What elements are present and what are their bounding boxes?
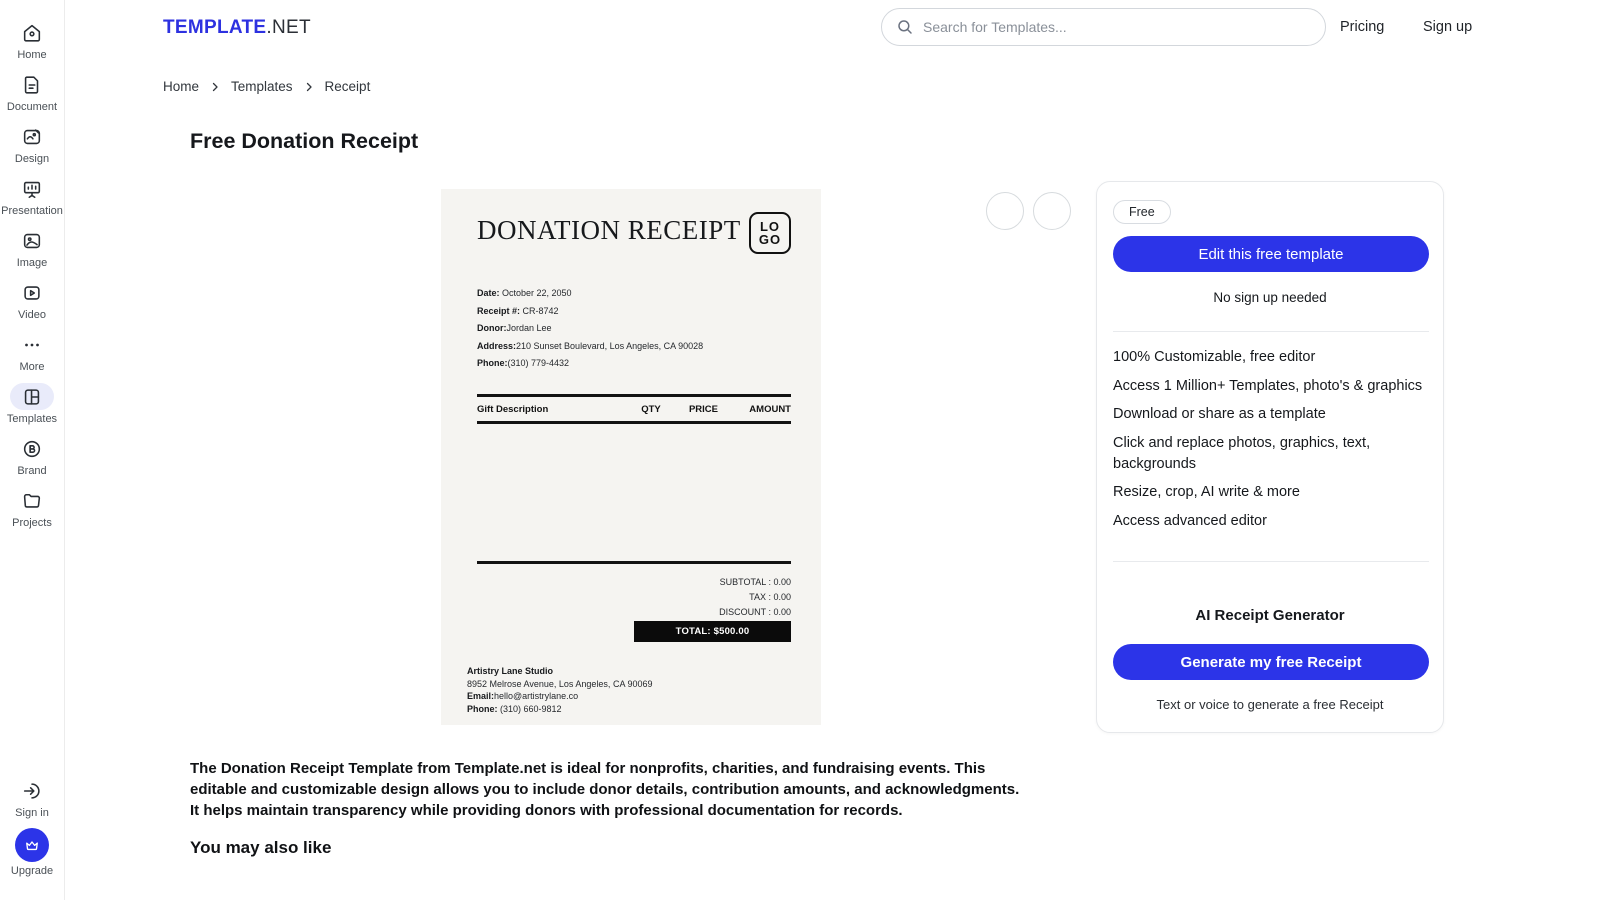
receipt-phone-footer-line: Phone: (310) 660-9812 [467,703,562,714]
receipt-email-line: Email:hello@artistrylane.co [467,691,579,701]
template-actions-card [1096,181,1444,733]
breadcrumb-templates[interactable]: Templates [231,79,293,94]
edit-template-button[interactable]: Edit this free template [1113,236,1429,272]
generate-receipt-button[interactable]: Generate my free Receipt [1113,644,1429,680]
feature-item: Access 1 Million+ Templates, photo's & graphics [1113,377,1423,394]
sidebar-item-more[interactable] [0,326,65,378]
sidebar-signin-label: Sign in [15,807,49,819]
sidebar-upgrade-label: Upgrade [10,864,54,877]
feature-list [1113,347,1433,539]
image-icon [10,227,54,254]
sidebar-item-templates[interactable] [0,378,65,430]
search-bar[interactable] [881,8,1326,46]
sidebar-item-projects[interactable] [0,482,65,534]
receipt-title: DONATION RECEIPT [477,215,741,245]
templates-icon [10,383,54,410]
sidebar-item-label: Document [6,101,58,113]
sign-in-icon [10,777,54,804]
receipt-donor-line: Donor:Jordan Lee [477,323,552,333]
template-net-logo[interactable] [163,17,311,39]
more-dots-icon [10,331,54,358]
sidebar-item-label: Brand [17,465,47,477]
brand-icon [10,435,54,462]
col-qty: QTY [641,403,661,415]
sidebar-upgrade[interactable] [0,826,65,878]
col-price: PRICE [688,403,719,415]
sidebar-signin[interactable] [0,772,65,824]
page-title: Free Donation Receipt [190,129,419,153]
sidebar-item-label: Image [16,257,48,269]
sidebar-item-design[interactable] [0,118,65,170]
design-icon [10,123,54,150]
receipt-discount: DISCOUNT : 0.00 [719,607,791,617]
card-divider [1113,561,1429,562]
search-input[interactable] [923,19,1311,35]
receipt-logo-placeholder: LO GO [749,212,791,254]
chevron-right-icon [209,81,221,93]
feature-item: Resize, crop, AI write & more [1113,484,1300,500]
col-gift-description: Gift Description [477,403,549,415]
receipt-phone-line: Phone:(310) 779-4432 [477,358,570,368]
sidebar-item-label: Presentation [1,205,63,217]
template-description: The Donation Receipt Template from Template.net is ideal for nonprofits, charities, and fundraising events. This editable and customizable design allows you to include donor details, contribution amounts, and acknowledgments. It helps maintain transparency while providing donors with professional documentation for records. [190,760,1020,819]
receipt-address-line: Address:210 Sunset Boulevard, Los Angeles, CA 90028 [477,340,704,351]
breadcrumb-receipt[interactable]: Receipt [324,79,371,94]
receipt-table-bottom-rule [477,561,791,564]
logo-primary-text: TEMPLATE [163,17,267,38]
col-amount: AMOUNT [749,403,791,415]
signup-link[interactable]: Sign up [1423,19,1473,35]
document-icon [10,71,54,98]
video-icon [10,279,54,306]
projects-folder-icon [10,487,54,514]
preview-action-button-1[interactable] [986,192,1024,230]
receipt-totals [477,575,791,620]
feature-item: Click and replace photos, graphics, text, backgrounds [1113,434,1371,472]
sidebar-item-label: More [19,361,45,373]
free-badge: Free [1113,200,1171,224]
sidebar-item-label: Video [18,309,46,321]
sidebar [0,0,65,900]
breadcrumb-home[interactable]: Home [163,79,200,94]
receipt-info [477,285,703,373]
feature-item: Access advanced editor [1113,512,1267,529]
card-divider [1113,331,1429,332]
receipt-company: Artistry Lane Studio [467,666,554,676]
feature-item: 100% Customizable, free editor [1113,349,1316,365]
receipt-table-header [477,394,791,424]
sidebar-item-presentation[interactable] [0,170,65,222]
sidebar-item-home[interactable] [0,14,65,66]
pricing-link[interactable]: Pricing [1340,19,1385,35]
receipt-tax: TAX : 0.00 [749,592,791,602]
home-icon [10,19,54,46]
sidebar-item-label: Design [14,153,50,165]
receipt-total-bar: TOTAL: $500.00 [634,621,791,642]
ai-generator-title: AI Receipt Generator [1195,607,1345,624]
logo-secondary-text: .NET [266,17,311,38]
no-signup-text: No sign up needed [1213,290,1327,305]
breadcrumb [163,79,370,94]
search-icon [896,18,914,36]
chevron-right-icon [303,81,315,93]
you-may-also-like-heading: You may also like [190,838,332,857]
preview-action-button-2[interactable] [1033,192,1071,230]
receipt-subtotal: SUBTOTAL : 0.00 [719,577,791,587]
receipt-footer [467,665,652,715]
sidebar-item-brand[interactable] [0,430,65,482]
feature-item: Download or share as a template [1113,406,1326,422]
presentation-icon [10,175,54,202]
upgrade-crown-icon [15,828,49,862]
sidebar-item-label: Projects [12,517,52,529]
receipt-company-address: 8952 Melrose Avenue, Los Angeles, CA 90069 [467,678,653,689]
sidebar-item-label: Templates [6,413,58,425]
generate-caption: Text or voice to generate a free Receipt [1156,697,1384,712]
sidebar-item-label: Home [17,49,47,61]
receipt-template-preview[interactable] [441,189,821,725]
receipt-number-line: Receipt #: CR-8742 [477,305,559,316]
sidebar-item-video[interactable] [0,274,65,326]
sidebar-item-document[interactable] [0,66,65,118]
receipt-date-line: Date: October 22, 2050 [477,288,572,298]
sidebar-item-image[interactable] [0,222,65,274]
